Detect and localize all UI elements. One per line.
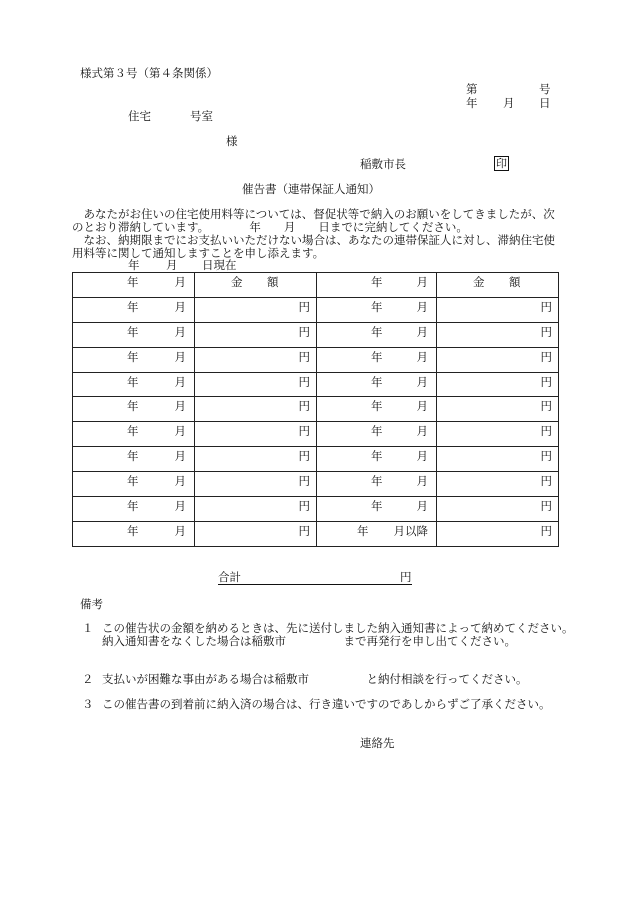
amount-cell: [195, 322, 317, 347]
yen-label: 円: [298, 299, 310, 314]
period-cell: [317, 372, 437, 397]
header-amount-char-1: 金: [231, 275, 243, 289]
year-label: 年: [127, 523, 139, 538]
year-label: 年: [371, 399, 383, 414]
as-of-year: 年: [128, 258, 140, 272]
contact-label: 連絡先: [360, 736, 395, 750]
month-label: 月: [174, 399, 186, 414]
yen-label: 円: [540, 499, 552, 514]
period-cell: [317, 521, 437, 546]
yen-label: 円: [540, 523, 552, 538]
table-row: [73, 297, 559, 322]
doc-number-suffix: 号: [539, 82, 551, 96]
year-label: 年: [127, 324, 139, 339]
amount-cell: [195, 521, 317, 546]
period-cell: [73, 372, 195, 397]
remark-item-1: [82, 622, 580, 648]
amount-cell: [437, 297, 559, 322]
total-yen: 円: [400, 570, 412, 584]
as-of-month: 月: [166, 258, 178, 272]
remark-number: ３: [82, 697, 94, 711]
yen-label: 円: [298, 449, 310, 464]
header-amount-2: [437, 273, 559, 298]
remark-item-2: [82, 673, 580, 686]
doc-number-prefix: 第: [466, 82, 478, 96]
header-period-1: [73, 273, 195, 298]
month-label: 月: [416, 474, 428, 489]
period-cell: [73, 497, 195, 522]
month-label: 月: [416, 424, 428, 439]
amount-cell: [195, 297, 317, 322]
year-label: 年: [127, 474, 139, 489]
month-label: 月: [416, 399, 428, 414]
remark-number: ２: [82, 672, 94, 686]
yen-label: 円: [540, 474, 552, 489]
amount-cell: [195, 422, 317, 447]
year-label: 年: [127, 499, 139, 514]
yen-label: 円: [298, 474, 310, 489]
seal-icon: 印: [496, 157, 507, 170]
yen-label: 円: [298, 349, 310, 364]
address-jutaku: 住宅: [128, 109, 151, 123]
total-underline: [218, 570, 412, 585]
month-label: 月: [174, 499, 186, 514]
amount-cell: [437, 497, 559, 522]
year-label: 年: [357, 523, 369, 538]
date-year: 年: [466, 96, 478, 110]
month-label: 月: [174, 449, 186, 464]
year-label: 年: [371, 324, 383, 339]
month-label: 月: [174, 523, 186, 538]
sender-name: 稲敷市長: [360, 157, 406, 171]
month-label: 月: [174, 349, 186, 364]
table-row: [73, 347, 559, 372]
period-cell: [73, 322, 195, 347]
remark-number: １: [82, 621, 94, 635]
period-cell: [317, 347, 437, 372]
date-day: 日: [539, 96, 551, 110]
amount-cell: [437, 521, 559, 546]
total-label: 合計: [218, 570, 241, 584]
year-label: 年: [371, 349, 383, 364]
year-label: 年: [371, 499, 383, 514]
period-cell: [73, 422, 195, 447]
remark-text: この催告書の到着前に納入済の場合は、行き違いですのであしからずご了承ください。: [102, 697, 551, 711]
address-room: 号室: [190, 109, 213, 123]
header-amount-char-2: 額: [267, 275, 279, 289]
yen-label: 円: [298, 399, 310, 414]
table-row: [73, 521, 559, 546]
amount-cell: [195, 372, 317, 397]
period-cell: [73, 397, 195, 422]
amount-cell: [195, 347, 317, 372]
amount-cell: [195, 472, 317, 497]
header-period-2: [317, 273, 437, 298]
yen-label: 円: [298, 523, 310, 538]
amount-cell: [437, 322, 559, 347]
period-cell: [317, 447, 437, 472]
year-label: 年: [371, 449, 383, 464]
month-label: 月: [416, 299, 428, 314]
period-cell: [73, 521, 195, 546]
amount-cell: [437, 347, 559, 372]
table-row: [73, 422, 559, 447]
table-row: [73, 397, 559, 422]
yen-label: 円: [540, 349, 552, 364]
yen-label: 円: [540, 374, 552, 389]
as-of-suffix: 日現在: [202, 258, 237, 272]
table-row: [73, 447, 559, 472]
month-onward-label: 月以降: [393, 523, 428, 538]
table-row: [73, 472, 559, 497]
form-number: 様式第３号（第４条関係）: [80, 66, 218, 80]
header-month-label: 月: [416, 275, 428, 289]
seal-mark: [494, 156, 509, 171]
body-paragraph-1: あなたがお住いの住宅使用料等については、督促状等で納入のお願いをしてきましたが、次のとおり滞納しています。 年 月 日までに完納してください。: [72, 207, 555, 234]
year-label: 年: [371, 299, 383, 314]
table-row: [73, 322, 559, 347]
month-label: 月: [416, 349, 428, 364]
year-label: 年: [371, 424, 383, 439]
yen-label: 円: [540, 299, 552, 314]
remark-text: 支払いが困難な事由がある場合は稲敷市 と納付相談を行ってください。: [102, 672, 528, 686]
remark-item-3: [82, 698, 580, 711]
amount-cell: [437, 372, 559, 397]
year-label: 年: [127, 424, 139, 439]
month-label: 月: [174, 374, 186, 389]
header-amount-char-1: 金: [473, 275, 485, 289]
month-label: 月: [416, 449, 428, 464]
yen-label: 円: [540, 399, 552, 414]
yen-label: 円: [298, 424, 310, 439]
header-amount-char-2: 額: [509, 275, 521, 289]
period-cell: [73, 297, 195, 322]
amount-cell: [437, 422, 559, 447]
body-paragraph-2: なお、納期限までにお支払いいただけない場合は、あなたの連帯保証人に対し、滞納住宅使用料等に関して通知しますことを申し添えます。: [72, 233, 555, 260]
amount-cell: [437, 397, 559, 422]
date-month: 月: [503, 96, 515, 110]
yen-label: 円: [298, 374, 310, 389]
year-label: 年: [127, 299, 139, 314]
remark-text: この催告状の金額を納めるときは、先に送付しました納入通知書によって納めてください。納入通知書をなくした場合は稲敷市 まで再発行を申し出てください。: [102, 621, 574, 648]
amount-cell: [195, 497, 317, 522]
header-amount-1: [195, 273, 317, 298]
yen-label: 円: [298, 324, 310, 339]
yen-label: 円: [540, 424, 552, 439]
period-cell: [317, 322, 437, 347]
table-row: [73, 497, 559, 522]
amount-cell: [437, 472, 559, 497]
year-label: 年: [127, 449, 139, 464]
amount-cell: [195, 447, 317, 472]
period-cell: [317, 472, 437, 497]
month-label: 月: [174, 474, 186, 489]
month-label: 月: [174, 424, 186, 439]
document-title: 催告書（連帯保証人通知）: [242, 182, 380, 196]
period-cell: [73, 347, 195, 372]
period-cell: [73, 472, 195, 497]
month-label: 月: [416, 374, 428, 389]
period-cell: [73, 447, 195, 472]
month-label: 月: [416, 324, 428, 339]
yen-label: 円: [540, 449, 552, 464]
addressee-sama: 様: [226, 134, 238, 148]
header-month-label: 月: [174, 275, 186, 289]
period-cell: [317, 397, 437, 422]
year-label: 年: [371, 474, 383, 489]
yen-label: 円: [540, 324, 552, 339]
period-cell: [317, 297, 437, 322]
header-year-label: 年: [127, 275, 139, 289]
amount-cell: [195, 397, 317, 422]
amount-cell: [437, 447, 559, 472]
year-label: 年: [127, 374, 139, 389]
period-cell: [317, 497, 437, 522]
header-year-label: 年: [371, 275, 383, 289]
remarks-heading: 備考: [80, 597, 103, 611]
year-label: 年: [371, 374, 383, 389]
period-cell: [317, 422, 437, 447]
year-label: 年: [127, 399, 139, 414]
month-label: 月: [416, 499, 428, 514]
month-label: 月: [174, 324, 186, 339]
table-row: [73, 372, 559, 397]
year-label: 年: [127, 349, 139, 364]
yen-label: 円: [298, 499, 310, 514]
arrears-table: [72, 272, 559, 547]
table-header-row: [73, 273, 559, 298]
month-label: 月: [174, 299, 186, 314]
